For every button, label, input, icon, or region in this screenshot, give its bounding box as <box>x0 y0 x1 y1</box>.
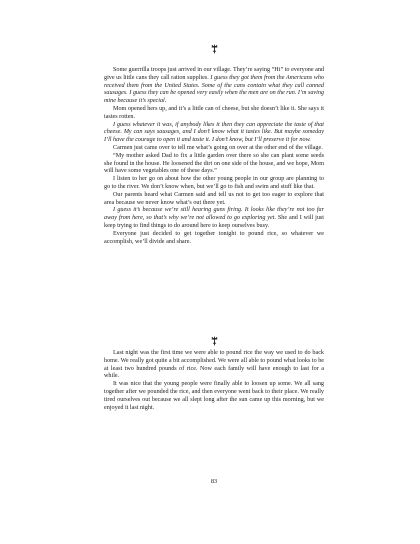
text-run: Everyone just decided to get together tonight to pound rice, so whatever we accomplish, we’ll divide and share. <box>104 230 324 245</box>
text-run: Our parents heard what Carmen said and tell us not to get too eager to explore that area because we never know what’s out there yet. <box>104 191 324 206</box>
paragraph <box>104 231 324 247</box>
text-run: It was nice that the young people were finally able to loosen up some. We all sang together after we pounded the rice, and then everyone went back to their place. We really tired ourselves out because we all slept long after the sun came up this morning, but we enjoyed it last night. <box>104 381 324 411</box>
paragraph <box>104 381 324 412</box>
ornament-divider-icon <box>104 336 324 346</box>
paragraph <box>104 192 324 208</box>
text-run: I listen to her go on about how the other young people in our group are planning to go to the river. We don’t know when, but we’ll go to fish and swim and stuff like that. <box>104 176 324 190</box>
page-number: 83 <box>210 478 218 485</box>
paragraph <box>104 350 324 381</box>
paragraph <box>104 176 324 192</box>
section-two <box>104 350 324 412</box>
paragraph <box>104 106 324 122</box>
paragraph <box>104 122 324 145</box>
text-run: She and I will just keep trying to find things to do around here to keep ourselves busy. <box>104 215 324 229</box>
text-run: Carmen just came over to tell me what’s going on over at the other end of the village. <box>113 144 323 151</box>
text-run: Last night was the first time we were able to pound rice the way we used to do back home. We really got quite a bit accomplished. We were all able to pound what looks to be at least two hundred pounds of rice. Now each family will have enough to last for a while. <box>104 350 324 380</box>
ornament-top-icon <box>104 44 324 54</box>
italic-text-run: I guess it’s because we’re still hearing guns firing. It looks like they’re not too far away from here, so that’s why we’re not allowed to go exploring yet. <box>104 207 324 222</box>
italic-text-run: I guess they got them from the Americans who received them from the United States. Some of the cans contain what they call canned sausages. I guess they can be opened very easily when the men are on the run. I’m saving mine because it’s special. <box>104 74 324 105</box>
paragraph <box>104 153 324 176</box>
section-one <box>104 67 324 246</box>
italic-text-run: I guess whatever it was, if anybody likes it then they can appreciate the taste of that cheese. My can says sausages, and I don’t know what it tastes like. But maybe someday I’ll have the courage to open it and taste it. I don’t know, but I’ll preserve it for now. <box>104 121 324 144</box>
text-run: “My mother asked Dad to fix a little garden over there so she can plant some seeds she found in the house. He loosened the dirt on one side of the house, and we hope, Mom will have some vegetables one of these days.” <box>104 152 324 175</box>
text-run: Some guerrilla troops just arrived in our village. They’re saying “Hi” to everyone and give us little cans they call ration supplies. <box>104 67 324 81</box>
paragraph <box>104 207 324 230</box>
paragraph <box>104 67 324 106</box>
text-run: Mom opened hers up, and it’s a little can of cheese, but she doesn’t like it. She says it tastes rotten. <box>104 105 324 120</box>
paragraph <box>104 145 324 153</box>
